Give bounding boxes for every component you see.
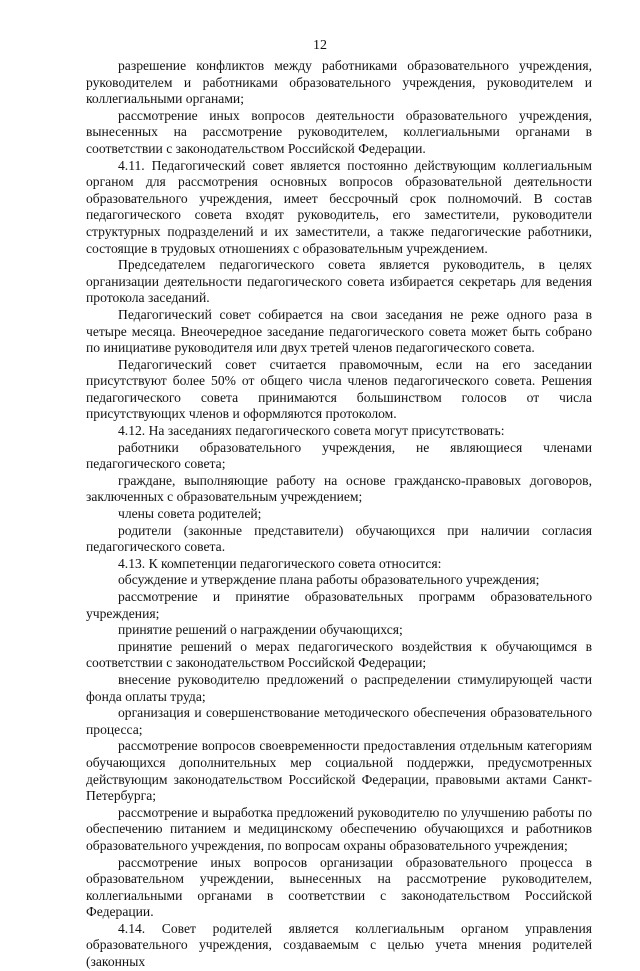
paragraph: Педагогический совет считается правомочным, если на его заседании присутствуют более 50% от общего числа членов педагогического совета. Решения педагогического совета принимаются большинством голосов от числа присутствующих членов и оформляются протоколом. — [86, 356, 592, 422]
paragraph: родители (законные представители) обучающихся при наличии согласия педагогического совета. — [86, 522, 592, 555]
paragraph: внесение руководителю предложений о распределении стимулирующей части фонда оплаты труда; — [86, 671, 592, 704]
paragraph: организация и совершенствование методического обеспечения образовательного процесса; — [86, 705, 592, 737]
paragraph: рассмотрение и принятие образовательных программ образовательного учреждения; — [86, 589, 592, 621]
page-number: 12 — [313, 38, 327, 53]
paragraph: Педагогический совет собирается на свои заседания не реже одного раза в четыре месяца. Внеочередное заседание педагогического совета может быть собрано по инициативе руководителя или двух третей членов педагогического совета. — [86, 306, 592, 356]
paragraph: Председателем педагогического совета является руководитель, в целях организации деятельности педагогического совета избирается секретарь для ведения протокола заседаний. — [86, 257, 592, 306]
paragraph: 4.12. На заседаниях педагогического совета могут присутствовать: — [118, 423, 505, 439]
paragraph: 4.14. Совет родителей является коллегиальным органом управления образовательного учреждения, создаваемым с целью учета мнения родителей (законных — [86, 920, 592, 970]
paragraph: 4.13. К компетенции педагогического совета относится: — [118, 555, 442, 571]
paragraph: рассмотрение вопросов своевременности предоставления отдельным категориям обучающихся дополнительных мер социальной поддержки, предусмотренных действующим законодательством Российской Федерации, правовыми актами Санкт-Петербурга; — [86, 738, 592, 804]
paragraph: рассмотрение иных вопросов деятельности образовательного учреждения, вынесенных на рассмотрение руководителем, коллегиальными органами в соответствии с законодательством Российской Федерации. — [86, 107, 592, 156]
paragraph: обсуждение и утверждение плана работы образовательного учреждения; — [118, 572, 540, 588]
paragraph: члены совета родителей; — [118, 506, 262, 522]
paragraph: 4.11. Педагогический совет является постоянно действующим коллегиальным органом для рассмотрения основных вопросов образовательной деятельности образовательного учреждения, имеет бессрочный срок полномочий. В состав педагогического совета входят руководитель, его заместители, руководители структурных подразделений и их заместители, а также педагогические работники, состоящие в трудовых отношениях с образовательным учреждением. — [86, 157, 592, 256]
paragraph: рассмотрение иных вопросов организации образовательного процесса в образовательном учреждении, вынесенных на рассмотрение руководителем, коллегиальными органами в соответствии с законодательством Российской Федерации. — [86, 854, 592, 920]
paragraph: граждане, выполняющие работу на основе гражданско-правовых договоров, заключенных с образовательным учреждением; — [86, 472, 592, 505]
document-body — [86, 58, 592, 971]
paragraph: работники образовательного учреждения, не являющиеся членами педагогического совета; — [86, 439, 592, 472]
paragraph: принятие решений о награждении обучающихся; — [118, 622, 403, 638]
paragraph: принятие решений о мерах педагогического воздействия к обучающимся в соответствии с законодательством Российской Федерации; — [86, 638, 592, 671]
paragraph: разрешение конфликтов между работниками образовательного учреждения, руководителем и работниками образовательного учреждения, руководителем и коллегиальными органами; — [86, 58, 592, 107]
paragraph: рассмотрение и выработка предложений руководителю по улучшению работы по обеспечению питанием и медицинскому обеспечению обучающихся и работников образовательного учреждения, по вопросам охраны образовательного учреждения; — [86, 804, 592, 853]
